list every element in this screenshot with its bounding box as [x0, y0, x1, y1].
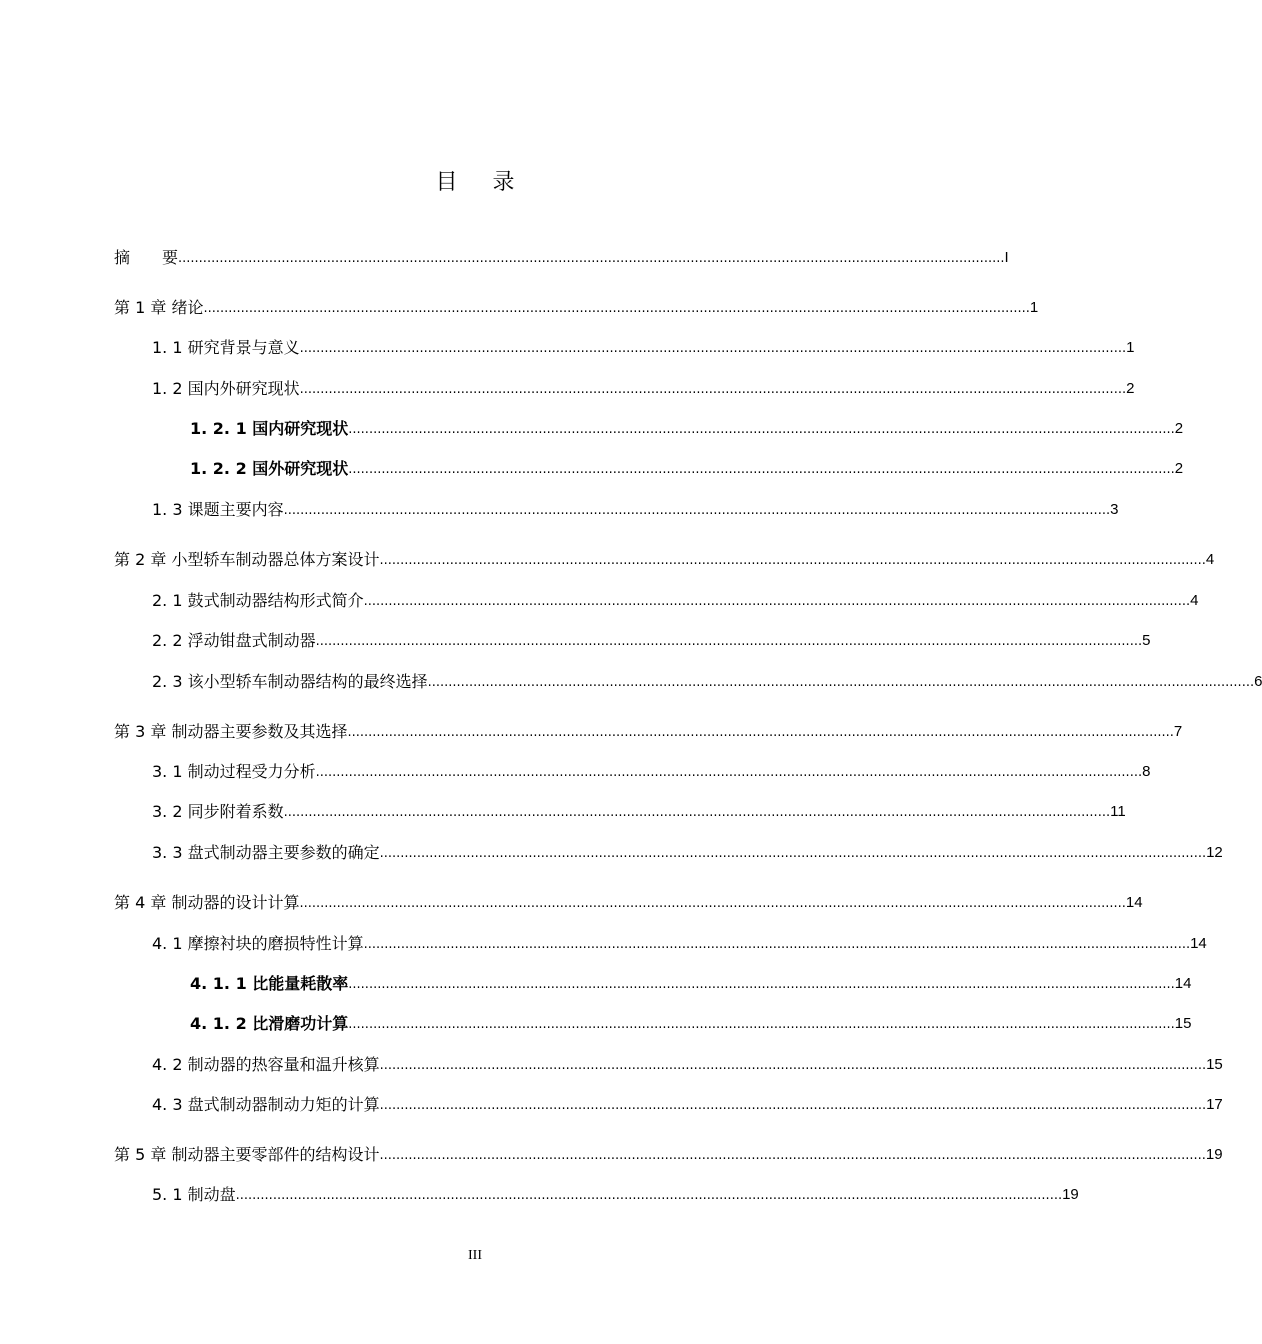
toc-entry-page: 1 [1029, 299, 1039, 316]
toc-entry-page: 5 [1142, 632, 1151, 649]
toc-entry-page: 19 [1205, 1146, 1223, 1163]
toc-entry-section-1-2[interactable] [152, 377, 1135, 401]
toc-leader-dots: ........................................................................................................................................................................................................ [283, 503, 1111, 518]
toc-entry-label: 第 3 章 制动器主要参数及其选择 [114, 722, 348, 741]
toc-entry-label: 2. 2 浮动钳盘式制动器 [152, 631, 316, 650]
toc-leader-dots: ........................................................................................................................................................................................................ [299, 896, 1126, 911]
toc-leader-dots: ........................................................................................................................................................................................................ [203, 301, 1030, 316]
toc-leader-dots: ........................................................................................................................................................................................................ [363, 594, 1191, 609]
toc-entry-page: 4 [1190, 592, 1199, 609]
toc-entry-section-2-3[interactable] [152, 670, 1262, 694]
toc-entry-page: 4 [1205, 551, 1215, 568]
toc-entry-chapter-3[interactable] [114, 720, 1183, 744]
toc-entry-abstract[interactable] [114, 246, 1009, 270]
toc-entry-label: 第 1 章 绪论 [114, 298, 204, 317]
toc-entry-page: 3 [1110, 501, 1119, 518]
toc-entry-section-4-2[interactable] [152, 1053, 1223, 1077]
toc-entry-label: 1. 2. 2 国外研究现状 [190, 459, 349, 478]
toc-entry-page: 17 [1206, 1096, 1223, 1113]
toc-entry-page: 14 [1190, 935, 1207, 952]
toc-entry-section-1-3[interactable] [152, 498, 1119, 522]
toc-leader-dots: ........................................................................................................................................................................................................ [235, 1188, 1063, 1203]
toc-entry-label: 4. 2 制动器的热容量和温升核算 [152, 1055, 380, 1074]
toc-leader-dots: ........................................................................................................................................................................................................ [348, 462, 1175, 477]
toc-entry-section-3-3[interactable] [152, 841, 1223, 865]
toc-entry-label: 3. 1 制动过程受力分析 [152, 762, 316, 781]
toc-entry-label: 5. 1 制动盘 [152, 1185, 236, 1204]
toc-entry-section-5-1[interactable] [152, 1183, 1079, 1207]
toc-entry-label: 1. 1 研究背景与意义 [152, 338, 300, 357]
toc-leader-dots: ........................................................................................................................................................................................................ [379, 846, 1207, 861]
toc-entry-label: 1. 2. 1 国内研究现状 [190, 419, 349, 438]
toc-entry-chapter-1[interactable] [114, 296, 1039, 320]
toc-entry-page: 7 [1173, 723, 1183, 740]
toc-entry-page: 2 [1174, 420, 1184, 437]
toc-entry-section-1-2-2[interactable] [190, 457, 1184, 481]
toc-entry-section-1-1[interactable] [152, 336, 1135, 360]
toc-entry-page: 11 [1110, 803, 1126, 820]
toc-leader-dots: ........................................................................................................................................................................................................ [299, 341, 1127, 356]
toc-leader-dots: ........................................................................................................................................................................................................ [315, 765, 1143, 780]
toc-leader-dots: ........................................................................................................................................................................................................ [379, 1058, 1207, 1073]
toc-entry-chapter-4[interactable] [114, 891, 1143, 915]
toc-entry-chapter-2[interactable] [114, 548, 1215, 572]
toc-leader-dots: ........................................................................................................................................................................................................ [363, 937, 1191, 952]
toc-entry-label: 4. 3 盘式制动器制动力矩的计算 [152, 1095, 380, 1114]
toc-leader-dots: ........................................................................................................................................................................................................ [283, 805, 1111, 820]
toc-entry-label: 3. 2 同步附着系数 [152, 802, 284, 821]
toc-entry-label: 摘 要 [114, 248, 179, 267]
toc-entry-page: 15 [1174, 1015, 1192, 1032]
toc-entry-section-4-3[interactable] [152, 1093, 1223, 1117]
toc-entry-label: 1. 3 课题主要内容 [152, 500, 284, 519]
toc-entry-label: 4. 1. 2 比滑磨功计算 [190, 1014, 349, 1033]
toc-entry-section-4-1-2[interactable] [190, 1012, 1192, 1036]
toc-entry-section-2-2[interactable] [152, 629, 1151, 653]
toc-entry-section-3-1[interactable] [152, 760, 1151, 784]
toc-entry-label: 第 4 章 制动器的设计计算 [114, 893, 300, 912]
toc-leader-dots: ........................................................................................................................................................................................................ [348, 1017, 1175, 1032]
toc-leader-dots: ........................................................................................................................................................................................................ [178, 251, 1005, 266]
toc-entry-page: 1 [1126, 339, 1135, 356]
toc-entry-section-4-1-1[interactable] [190, 972, 1192, 996]
toc-entry-label: 2. 1 鼓式制动器结构形式简介 [152, 591, 364, 610]
toc-entry-section-2-1[interactable] [152, 589, 1199, 613]
toc-entry-page: 14 [1174, 975, 1192, 992]
toc-leader-dots: ........................................................................................................................................................................................................ [315, 634, 1143, 649]
toc-entry-page: 19 [1062, 1186, 1079, 1203]
toc-entry-page: I [1004, 249, 1009, 266]
toc-entry-page: 15 [1206, 1056, 1223, 1073]
toc-entry-page: 2 [1126, 380, 1135, 397]
toc-leader-dots: ........................................................................................................................................................................................................ [348, 422, 1175, 437]
toc-entry-page: 14 [1125, 894, 1143, 911]
toc-entry-page: 8 [1142, 763, 1151, 780]
page-number: III [468, 1248, 482, 1263]
toc-leader-dots: ........................................................................................................................................................................................................ [379, 553, 1206, 568]
toc-entry-label: 1. 2 国内外研究现状 [152, 379, 300, 398]
toc-leader-dots: ........................................................................................................................................................................................................ [379, 1148, 1206, 1163]
toc-entry-label: 2. 3 该小型轿车制动器结构的最终选择 [152, 672, 428, 691]
toc-entry-label: 4. 1 摩擦衬块的磨损特性计算 [152, 934, 364, 953]
toc-entry-chapter-5[interactable] [114, 1143, 1223, 1167]
toc-entry-label: 4. 1. 1 比能量耗散率 [190, 974, 349, 993]
toc-entry-label: 3. 3 盘式制动器主要参数的确定 [152, 843, 380, 862]
page-title: 目 录 [435, 170, 529, 195]
toc-entry-section-4-1[interactable] [152, 932, 1207, 956]
toc-leader-dots: ........................................................................................................................................................................................................ [299, 382, 1127, 397]
toc-entry-section-3-2[interactable] [152, 800, 1126, 824]
toc-leader-dots: ........................................................................................................................................................................................................ [348, 977, 1175, 992]
toc-entry-section-1-2-1[interactable] [190, 417, 1184, 441]
toc-entry-label: 第 5 章 制动器主要零部件的结构设计 [114, 1145, 380, 1164]
toc-entry-label: 第 2 章 小型轿车制动器总体方案设计 [114, 550, 380, 569]
toc-entry-page: 6 [1254, 673, 1262, 690]
toc-leader-dots: ........................................................................................................................................................................................................ [379, 1098, 1207, 1113]
toc-leader-dots: ........................................................................................................................................................................................................ [427, 675, 1255, 690]
toc-entry-page: 12 [1206, 844, 1223, 861]
toc-entry-page: 2 [1174, 460, 1184, 477]
toc-leader-dots: ........................................................................................................................................................................................................ [347, 725, 1174, 740]
